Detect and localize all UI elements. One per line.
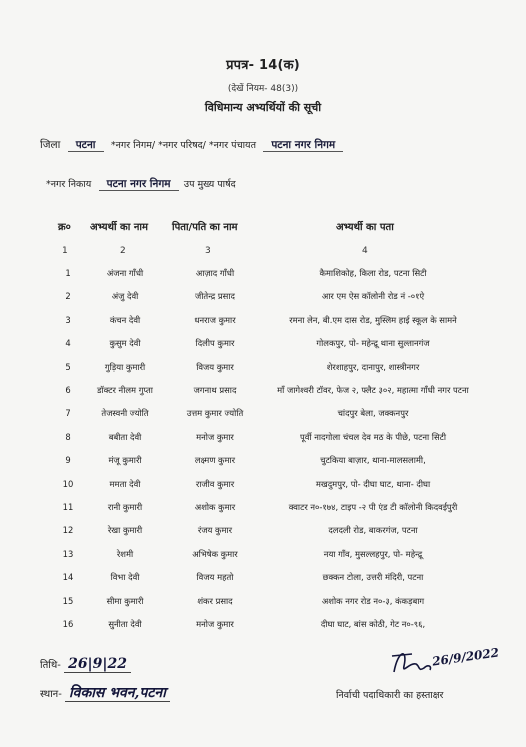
signature-caption: निर्वाची पदाधिकारी का हस्ताक्षर: [336, 690, 444, 701]
row-candidate-name: सुनीता देवी: [108, 619, 142, 629]
row-candidate-name: मंजू कुमारी: [108, 455, 142, 466]
form-title: प्रपत्र- 14(क): [226, 58, 300, 73]
col-header-name: अभ्यर्थी का नाम: [90, 222, 148, 233]
post-name: उप मुख्य पार्षद: [183, 179, 236, 190]
row-serial: 9: [65, 455, 71, 466]
table-row: [0, 619, 526, 641]
row-candidate-name: अंजु देवी: [111, 291, 139, 302]
district-value: पटना: [68, 139, 104, 152]
col-number-4: 4: [362, 246, 368, 256]
district-line: [40, 138, 343, 152]
row-address: नया गाँव, मुसल्लहपुर, पो- महेन्द्रू: [323, 548, 423, 559]
table-row: [0, 291, 526, 313]
nikay-label: *नगर निकाय: [46, 179, 92, 190]
row-address: चांदपुर बेला, जक्कनपुर: [337, 408, 409, 419]
row-father-name: जगनाथ प्रसाद: [193, 385, 237, 395]
row-father-name: उत्तम कुमार ज्योति: [186, 408, 244, 419]
date-label: तिथि-: [40, 660, 61, 671]
row-serial: 12: [62, 525, 74, 536]
col-number-3: 3: [205, 246, 211, 256]
table-row: [0, 362, 526, 384]
date-value: 26|9|22: [64, 656, 131, 673]
row-address: दीघा घाट, बांस कोठी, गेट न०-९६,: [320, 619, 426, 629]
col-header-address: अभ्यर्थी का पता: [336, 222, 394, 233]
row-address: क्वाटर न०-१७४, टाइप -२ पी एंड टी कॉलोनी किदवईपुरी: [288, 502, 458, 512]
row-serial: 6: [65, 385, 71, 395]
row-serial: 8: [65, 431, 71, 442]
table-row: [0, 338, 526, 360]
table-row: [0, 315, 526, 337]
row-serial: 13: [62, 548, 74, 559]
row-father-name: लक्ष्मण कुमार: [194, 455, 236, 466]
body-value: पटना नगर निगम: [263, 139, 343, 152]
table-row: [0, 525, 526, 547]
row-address: गोलकपुर, पो- महेन्द्रू थाना सुल्तानगंज: [316, 338, 430, 349]
row-father-name: मनोज कुमार: [196, 619, 234, 629]
table-row: [0, 268, 526, 290]
table-row: [0, 572, 526, 594]
row-address: दलदली रोड, बाकरगंज, पटना: [328, 525, 418, 536]
row-candidate-name: कंचन देवी: [109, 314, 141, 325]
row-candidate-name: अंजना गाँधी: [106, 268, 144, 278]
rule-reference: (देखें नियम- 48(3)): [227, 84, 299, 94]
row-father-name: अभिषेक कुमार: [192, 548, 238, 559]
row-address: अशोक नगर रोड न०-३, कंकड़बाग: [321, 595, 425, 606]
table-row: [0, 408, 526, 430]
row-father-name: राजीव कुमार: [195, 478, 235, 489]
date-line: [40, 656, 131, 672]
row-father-name: विजय महतो: [196, 572, 234, 583]
table-row: [0, 385, 526, 407]
row-address: शेरशाहपुर, दानापुर, शास्त्रीनगर: [326, 361, 420, 372]
col-number-2: 2: [120, 246, 126, 256]
row-serial: 10: [62, 478, 74, 489]
nikay-line: [46, 177, 236, 191]
row-serial: 16: [62, 619, 74, 629]
row-serial: 14: [62, 572, 74, 583]
row-address: चुटकिया बाज़ार, थाना-मालसलामी,: [320, 455, 426, 466]
signature-date: 26/9/2022: [431, 645, 500, 669]
row-serial: 11: [62, 502, 74, 512]
district-label: जिला: [40, 139, 61, 151]
row-candidate-name: रेखा कुमारी: [107, 525, 143, 536]
col-number-1: 1: [62, 246, 68, 256]
col-header-serial: क्र०: [58, 222, 71, 233]
row-father-name: दिलीप कुमार: [195, 338, 235, 349]
table-row: [0, 479, 526, 501]
row-candidate-name: रानी कुमारी: [107, 502, 143, 512]
row-address: आर एम ऐस कॉलोनी रोड नं -०१ऐ: [321, 291, 425, 302]
row-serial: 4: [65, 338, 71, 349]
row-candidate-name: सीमा कुमारी: [106, 595, 144, 606]
table-row: [0, 432, 526, 454]
document-title: विधिमान्य अभ्यर्थियों की सूची: [204, 101, 322, 114]
row-candidate-name: रेशमी: [116, 548, 134, 559]
row-candidate-name: बबीता देवी: [108, 431, 142, 442]
row-serial: 2: [65, 291, 71, 302]
row-serial: 3: [65, 314, 71, 325]
row-father-name: शंकर प्रसाद: [197, 595, 233, 606]
row-address: माँ जागेश्वरी टॉवर, फेज २, फ्लैट ३०२, महात्मा गाँधी नगर पटना: [277, 385, 469, 395]
row-father-name: अशोक कुमार: [194, 502, 236, 512]
col-header-father: पिता/पति का नाम: [172, 222, 238, 233]
row-serial: 5: [65, 361, 71, 372]
row-candidate-name: कुसुम देवी: [109, 338, 141, 349]
row-serial: 15: [62, 595, 74, 606]
table-row: [0, 596, 526, 618]
row-address: पूर्वी नादगोला चंचल देव मठ के पीछे, पटना सिटी: [299, 431, 447, 442]
place-label: स्थान-: [40, 689, 62, 700]
row-serial: 1: [65, 268, 71, 278]
nikay-value: पटना नगर निगम: [99, 178, 179, 191]
row-father-name: आज़ाद गाँधी: [195, 268, 235, 278]
row-address: रमना लेन, बी.एम दास रोड, मुस्लिम हाई स्कूल के सामने: [289, 314, 457, 325]
row-candidate-name: डॉक्टर नीलम गुप्ता: [97, 385, 153, 395]
row-candidate-name: विभा देवी: [110, 572, 140, 583]
body-types-label: *नगर निगम/ *नगर परिषद/ *नगर पंचायत: [110, 140, 256, 151]
row-father-name: जीतेन्द्र प्रसाद: [195, 291, 235, 302]
table-row: [0, 502, 526, 524]
row-father-name: मनोज कुमार: [196, 431, 234, 442]
row-address: मखदुमपुर, पो- दीघा घाट, थाना- दीघा: [315, 478, 431, 489]
row-serial: 7: [65, 408, 71, 419]
row-father-name: विजय कुमार: [196, 361, 234, 372]
row-candidate-name: तेजस्वनी ज्योति: [101, 408, 149, 419]
row-address: कैमाशिकोह, किला रोड, पटना सिटी: [319, 268, 427, 278]
place-value: विकास भवन,पटना: [65, 685, 170, 702]
row-address: छक्कन टोला, उत्तरी मंदिरी, पटना: [322, 572, 424, 583]
row-father-name: रंजय कुमार: [197, 525, 233, 536]
row-father-name: धनराज कुमार: [194, 314, 236, 325]
table-row: [0, 549, 526, 571]
table-row: [0, 455, 526, 477]
row-candidate-name: ममता देवी: [109, 478, 141, 489]
place-line: [40, 683, 170, 702]
row-candidate-name: गुड़िया कुमारी: [104, 361, 146, 372]
